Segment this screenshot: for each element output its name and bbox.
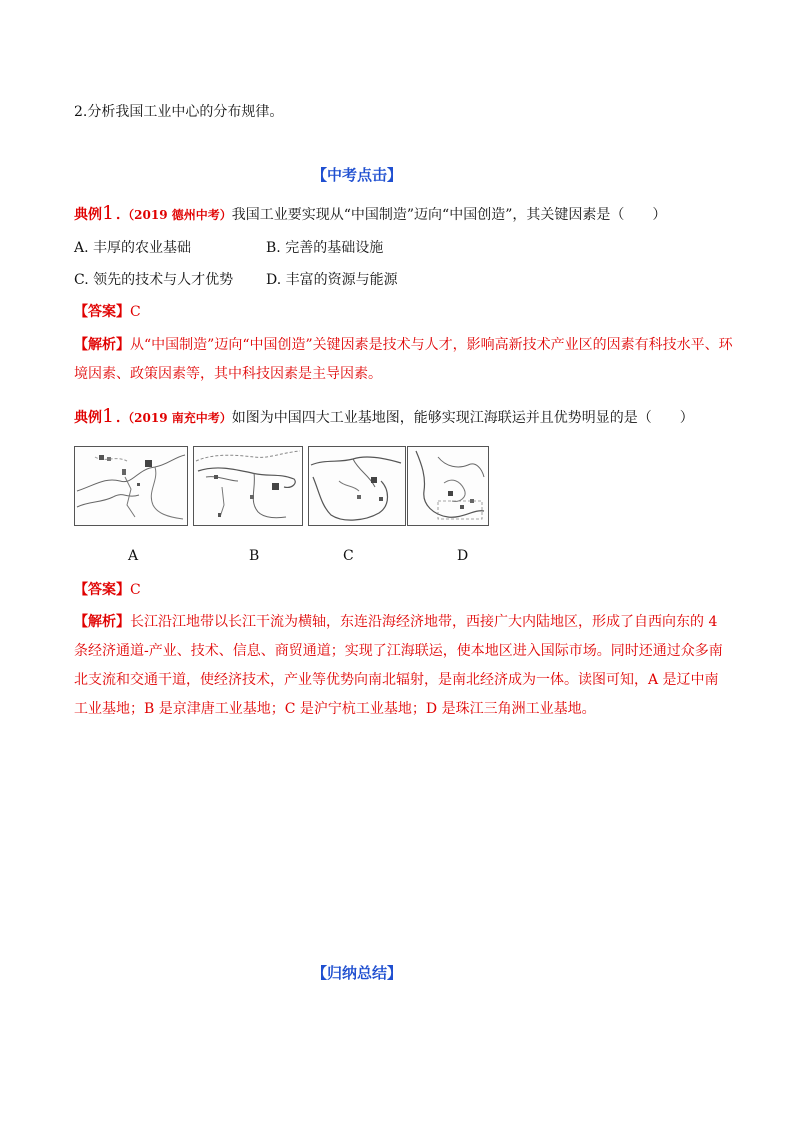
map-b-drawing [194,447,302,525]
example1-answer: C [130,304,141,320]
map-label-c: C [343,548,354,564]
map-label-d: D [457,548,469,564]
example2-source: （2019 南充中考） [122,411,232,425]
section-heading-zhongkao: 【中考点击】 [312,166,403,184]
example1-analysis-tag: 【解析】 [74,337,130,353]
example2-label: 典例 [74,410,102,426]
example2-analysis-line2: 条经济通道-产业、技术、信息、商贸通道；实现了江海联运，使本地区进入国际市场。同时还通过众多南 [74,643,723,659]
example2-analysis-line4: 工业基地；B 是京津唐工业基地；C 是沪宁杭工业基地；D 是珠江三角洲工业基地。 [74,701,596,717]
example1-option-c: C. 领先的技术与人才优势 [74,272,234,288]
example1-question-line [74,203,666,225]
example1-number: 1. [102,202,123,224]
example1-option-a: A. 丰厚的农业基础 [74,240,192,256]
map-d-drawing [408,447,488,525]
example2-answer: C [130,582,141,598]
example2-question-line [74,406,694,428]
map-a [74,446,188,526]
example2-answer-tag: 【答案】 [74,582,130,598]
example2-analysis [74,608,734,724]
example2-analysis-line1: 长江沿江地带以长江干流为横轴，东连沿海经济地带，西接广大内陆地区，形成了自西向东的 4 [130,614,718,630]
intro-item: 2.分析我国工业中心的分布规律。 [74,104,284,120]
map-c [308,446,406,526]
example1-analysis-line2: 境因素、政策因素等，其中科技因素是主导因素。 [74,366,382,382]
example1-label: 典例 [74,207,102,223]
map-label-b: B [249,548,260,564]
map-a-drawing [75,447,187,525]
example1-analysis [74,331,734,389]
example2-analysis-line3: 北支流和交通干道，使经济技术，产业等优势向南北辐射，是南北经济成为一体。读图可知，A 是辽中南 [74,672,719,688]
example2-answer-line [74,580,141,600]
map-label-a: A [128,548,139,564]
example1-answer-tag: 【答案】 [74,304,130,320]
map-b [193,446,303,526]
example1-question: 我国工业要实现从“中国制造”迈向“中国创造”，其关键因素是（ ） [231,207,667,223]
example1-answer-line [74,302,141,322]
example2-number: 1. [102,405,123,427]
example1-option-b: B. 完善的基础设施 [266,240,384,256]
map-d [407,446,489,526]
example1-analysis-line1: 从“中国制造”迈向“中国创造”关键因素是技术与人才，影响高新技术产业区的因素有科技水平、环 [130,337,733,353]
example1-source: （2019 德州中考） [122,208,232,222]
section-heading-summary: 【归纳总结】 [312,964,403,982]
example2-analysis-tag: 【解析】 [74,614,130,630]
example1-option-d: D. 丰富的资源与能源 [266,272,398,288]
map-c-drawing [309,447,405,525]
example2-question: 如图为中国四大工业基地图，能够实现江海联运并且优势明显的是（ ） [231,410,694,426]
